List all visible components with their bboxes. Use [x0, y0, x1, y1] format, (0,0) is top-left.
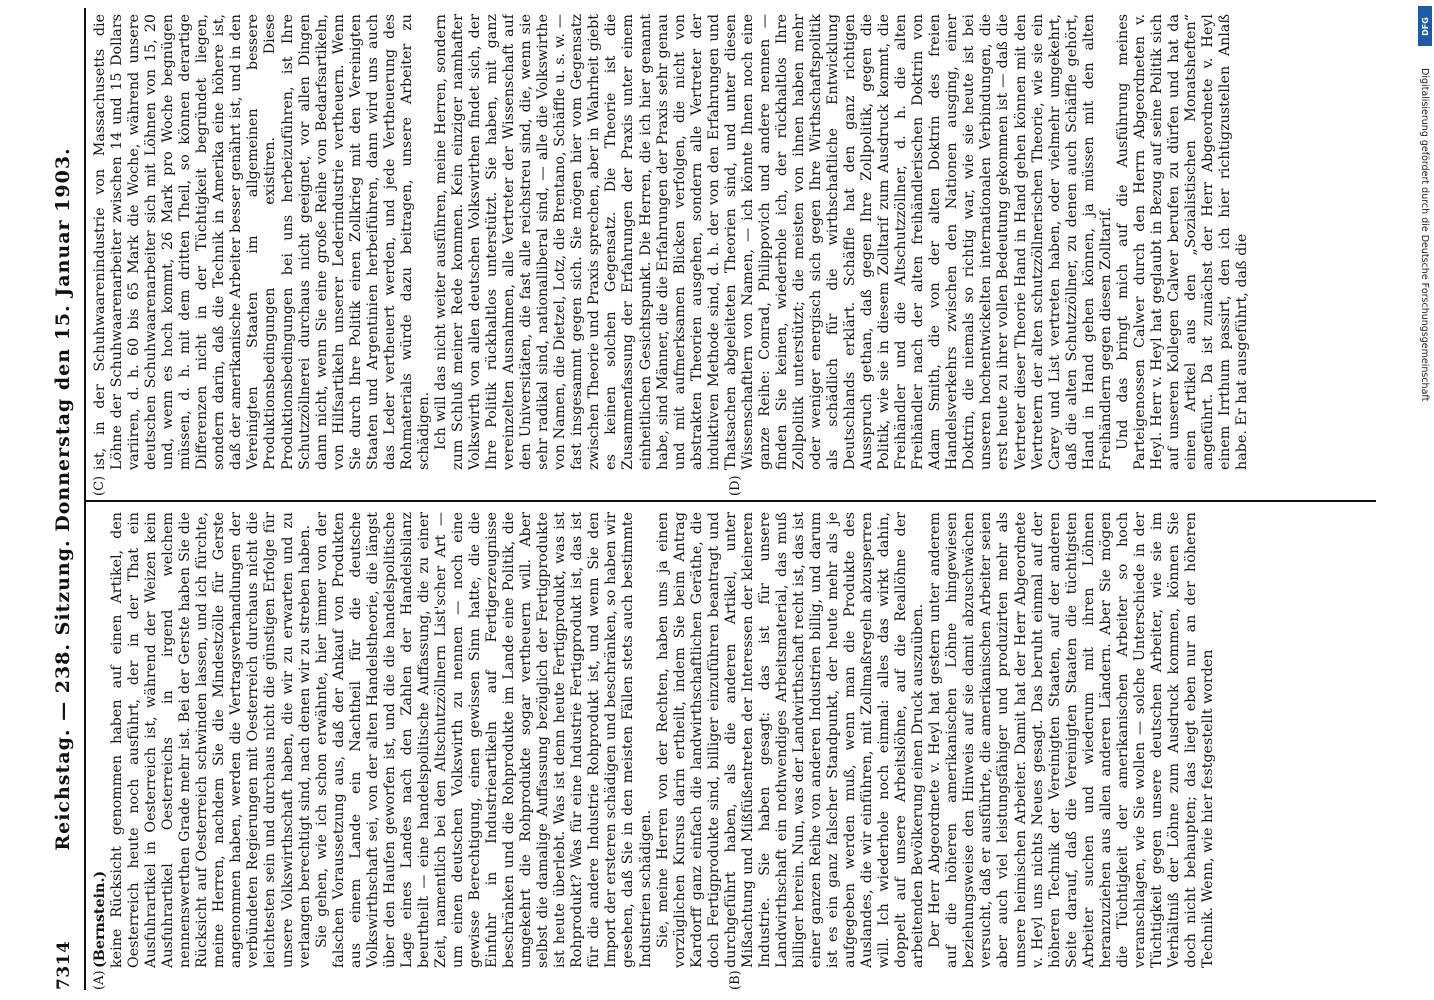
paragraph: Ich will das nicht weiter ausführen, meine Herren, sondern zum Schluß meiner Rede kommen. Kein einziger namhafter Volkswirth von allen deutschen Volkswirthen findet sich, der Ihre Politik rückhaltlos unterstützt. Sie haben, mit ganz vereinzelten Ausnahmen, alle Vertreter der Wissenschaft auf den Universitäten, die fast alle reichstreu sind, die, wenn sie sehr radikal sind, nationalliberal sind, — alle die Volkswirthe von Namen, die Dietzel, Lotz, die Brentano, Schäffle u. s. w. — fast insgesammt gegen sich. Sie mögen hier vom Gegensatz zwischen Theorie und Praxis sprechen, aber in Wahrheit giebt es keinen solchen Gegensatz. Die Theorie ist die Zusammenfassung der Erfahrungen der Praxis unter einem einheitlichen Gesichtspunkt. Die Herren, die ich hier genannt habe, sind Männer, die die Erfahrungen der Praxis sehr genau und mit aufmerksamen Blicken verfolgen, die nicht von abstrakten Theorien ausgehen, sondern alle Vertreter der induktiven Methode sind, d. h. der von den Erfahrungen und Thatsachen abgeleiteten Theorien sind, und unter diesen Wissenschaftlern von Namen, — ich könnte Ihnen noch eine ganze Reihe: Conrad, Philippovich und andere nennen — finden Sie keinen, wiederhole ich, der rückhaltlos Ihre Zollpolitik unterstützt; die meisten von ihnen haben mehr oder weniger energisch sich gegen Ihre Wirthschaftspolitik als schädlich für die wirthschaftliche Entwicklung Deutschlands erklärt. Schäffle hat den ganz richtigen Ausspruch gethan, daß gegen Ihre Zollpolitik, gegen die Politik, wie sie in diesem Zolltarif zum Ausdruck kommt, die Freihändler und die Altschutzzöllner, d. h. die alten Freihändler nach der alten freihändlerischen Doktrin von Adam Smith, die von der alten Doktrin des freien Handelsverkehrs zwischen den Nationen ausging, einer Doktrin, die niemals so richtig war, wie sie heute ist bei unseren hochentwickelten internationalen Verbindungen, die erst heute zu ihrer vollen Bedeutung gekommen ist — daß die Vertreter dieser Theorie Hand in Hand gehen können mit den Vertretern der alten schutzzöllnerischen Theorie, wie sie ein Carey und List vertreten haben, oder vielmehr umgekehrt, daß die alten Schutzzöllner, zu denen auch Schäffle gehört, Hand in Hand gehen können, ja müssen mit den alten Freihändlern gegen diesen Zolltarif. — [432, 14, 1114, 470]
digitization-credit: Digitalisierung gefördert durch die Deutsche Forschungsgemeinschaft — [1419, 68, 1430, 402]
paragraph: keine Rücksicht genommen haben auf einen Artikel, den Oesterreich heute noch ausführt, der in der That ein Ausfuhrartikel in Oesterreich ist, während der Weizen kein Ausfuhrartikel Oesterreichs in irgend welchem nennenswerthen Grade mehr ist. Bei der Gerste haben Sie die Rücksicht auf Oesterreich schwinden lassen, und ich fürchte, meine Herren, nachdem Sie die Mindestzölle für Gerste angenommen haben, werden die Vertragsverhandlungen der verbündeten Regierungen mit Oesterreich durchaus nicht die leichtesten sein und durchaus nicht die günstigen Erfolge für unsere Volkswirthschaft haben, die wir zu erwarten und zu verlangen berechtigt sind, nach denen wir zu streben haben. — [109, 512, 313, 968]
paragraph: Und das bringt mich auf die Ausführung meines Parteigenossen Calwer durch den Herrn Abgeordneten v. Heyl. Herr v. Heyl hat geglaubt in Bezug auf seine Politik sich auf unseren Kollegen Calwer berufen zu dürfen und hat da einen Artikel aus den „Sozialistischen Monatsheften“ angeführt. Da ist zunächst der Herr Abgeordnete v. Heyl einem Irrthum passirt, den ich hier richtigzustellen Anlaß habe. Er hat ausgeführt, daß die — [1114, 14, 1251, 470]
paragraph: Der Herr Abgeordnete v. Heyl hat gestern unter anderem auf die höheren amerikanischen Löhne hingewiesen beziehungsweise den Hinweis auf sie damit abzuschwächen versucht, daß er ausführte, die amerikanischen Arbeiter seien aber auch viel leistungsfähiger und produzirten mehr als unsere heimischen Arbeiter. Damit hat der Herr Abgeordnete v. Heyl uns nichts Neues gesagt. Das beruht einmal auf der höheren Technik der Vereinigten Staaten, auf der anderen Seite darauf, daß die Vereinigten Staaten die tüchtigsten Arbeiter suchen und wiederum mit ihren Löhnen heranzuziehen aus allen anderen Ländern. Aber Sie mögen die Tüchtigkeit der amerikanischen Arbeiter so hoch veranschlagen, wie Sie wollen — solche Unterschiede in der Tüchtigkeit gegen unsere deutschen Arbeiter, wie sie im Verhältniß der Löhne zum Ausdruck kommen, können Sie doch nicht behaupten; das liegt eben nur an der höheren Technik. Wenn, wie hier festgestellt worden — [927, 512, 1217, 968]
dfg-logo: DFG — [1418, 6, 1432, 46]
column-divider — [86, 500, 1376, 502]
header-rule — [84, 8, 86, 990]
page-header — [52, 8, 82, 990]
paragraph: ist, in der Schuhwaarenindustrie von Massachusetts die Löhne der Schuhwaarenarbeiter zwischen 14 und 15 Dollars variiren, d. h. 60 bis 65 Mark die Woche, während unsere deutschen Schuhwaarenarbeiter sich mit Löhnen von 15, 20 und, wenn es hoch kommt, 26 Mark pro Woche begnügen müssen, d. h. mit dem dritten Theil, so können derartige Differenzen nicht in der Tüchtigkeit begründet liegen, sondern darin, daß die Technik in Amerika eine höhere ist, daß der amerikanische Arbeiter besser genährt ist, und in den Vereinigten Staaten im allgemeinen bessere Produktionsbedingungen existiren. Diese Produktionsbedingungen bei uns herbeizuführen, ist Ihre Schutzzöllnerei durchaus nicht geeignet, vor allen Dingen dann nicht, wenn Sie eine große Reihe von Bedarfsartikeln, von Hilfsartikeln unserer Lederindustrie vertheuern. Wenn Sie durch Ihre Politik einen Zollkrieg mit den Vereinigten Staaten und Argentinien herbeiführen, dann wird uns auch das Leder vertheuert werden, und jede Vertheuerung des Rohmaterials würde dazu beitragen, unsere Arbeiter zu schädigen. — [92, 14, 432, 470]
paragraph: Sie gehen, wie ich schon erwähnte, hier immer von der falschen Voraussetzung aus, daß der Ankauf von Produkten aus einem Lande ein Nachtheil für die deutsche Volkswirthschaft sei, von der alten Handelstheorie, die längst über den Haufen geworfen ist, und die die handelspolitische Lage eines Landes nach den Zahlen der Handelsbilanz beurtheilt — eine handelspolitische Auffassung, die zu einer Zeit, namentlich bei den Altschutzzöllnern List'scher Art — um einen deutschen Volkswirth zu nennen — noch eine gewisse Berechtigung, einen gewissen Sinn hatte, die die Einfuhr in Industrieartikeln auf Fertigerzeugnisse beschränken und die Rohprodukte im Lande eine Politik, die umgekehrt die Rohprodukte sogar vertheuern will. Aber selbst die damalige Auffassung bezüglich der Fertigprodukte ist heute überlebt. Was ist denn heute Fertigprodukt, was ist Rohprodukt? Was für eine Industrie Fertigprodukt ist, das ist für die andere Industrie Rohprodukt ist, und wenn Sie den Import der ersteren schädigen und beschränken, so haben wir gesehen, daß Sie in den meisten Fällen stets auch bestimmte Industrien schädigen. — [313, 512, 654, 968]
margin-mark-a: (A) — [92, 970, 107, 990]
rotated-page-content — [8, 8, 1384, 990]
margin-mark-b: (B) — [728, 970, 743, 990]
paragraph: Sie, meine Herren von der Rechten, haben uns ja einen vorzüglichen Kursus darin ertheilt, indem Sie beim Antrag Kardorff ganz einfach die landwirthschaftlichen Geräthe, die doch Fertigprodukte sind, billiger einzuführen beantragt und durchgeführt haben, als die anderen Artikel, unter Mißachtung und Mißfüßentreten der Interessen der kleineren Industrie. Sie haben gesagt: das ist für unsere Landwirthschaft ein nothwendiges Arbeitsmaterial, das muß billiger herein. Nun, was der Landwirthschaft recht ist, das ist einer ganzen Reihe von anderen Industrien billig, und darum ist es ein ganz falscher Standpunkt, der heute mehr als je aufgegeben werden muß, wenn man die Produkte des Auslandes, die wir einführen, mit Zollmaßregeln abzusperren will. Ich wiederhole noch einmal: alles das wirkt dahin, doppelt auf unsere Arbeitslöhne, auf die Reallöhne der arbeitenden Bevölkerung einen Druck auszuüben. — [654, 512, 927, 968]
margin-mark-d: (D) — [728, 475, 743, 496]
margin-mark-c: (C) — [92, 475, 107, 496]
right-column — [92, 14, 1362, 470]
page-number: 7314 — [54, 940, 74, 990]
left-column — [92, 512, 1362, 968]
speaker-label: (Bernstein.) — [92, 870, 108, 968]
running-title: Reichstag. — 238. Sitzung. Donnerstag den 15. Januar 1903. — [52, 147, 74, 851]
